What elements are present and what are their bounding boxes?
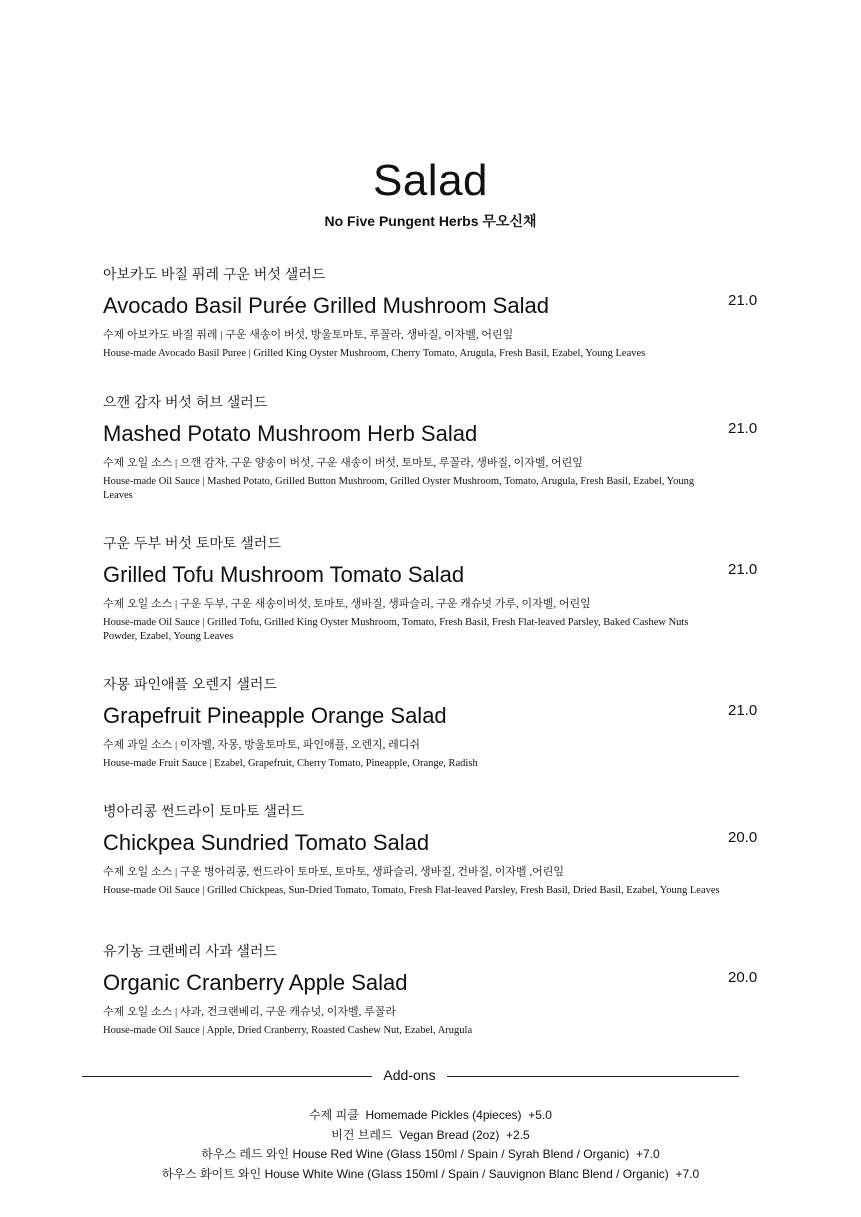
menu-item <box>103 265 763 361</box>
item-desc-en: House-made Oil Sauce | Mashed Potato, Grilled Button Mushroom, Grilled Oyster Mushroom, Tomato, Arugula, Fresh Basil, Ezabel, Young Leaves <box>103 476 695 501</box>
item-name-ko: 으깬 감자 버섯 허브 샐러드 <box>103 394 268 410</box>
menu-item <box>103 534 763 644</box>
addon-price: +5.0 <box>528 1108 552 1122</box>
item-price: 21.0 <box>728 420 758 437</box>
divider <box>447 1076 739 1077</box>
addon-name: House White Wine <box>264 1166 364 1181</box>
item-name-ko: 유기농 크랜베리 사과 샐러드 <box>103 943 277 959</box>
item-name-en: Avocado Basil Purée Grilled Mushroom Salad <box>103 293 549 318</box>
menu-item <box>103 942 763 1038</box>
menu-item <box>103 802 763 898</box>
addon-name-ko: 비건 브레드 <box>331 1127 393 1142</box>
item-name-ko: 구운 두부 버섯 토마토 샐러드 <box>103 535 281 551</box>
addon-detail: (Glass 150ml / Spain / Syrah Blend / Organic) <box>386 1147 630 1161</box>
addon-detail: (Glass 150ml / Spain / Sauvignon Blanc Blend / Organic) <box>367 1166 669 1181</box>
menu-item <box>103 675 763 771</box>
addon-item <box>0 1126 861 1146</box>
item-desc-ko: 수제 오일 소스 | 사과, 건크랜베리, 구운 캐슈넛, 이자벨, 루꼴라 <box>103 1006 396 1018</box>
item-name-en: Chickpea Sundried Tomato Salad <box>103 830 430 855</box>
item-name-ko: 병아리콩 썬드라이 토마토 샐러드 <box>103 803 305 819</box>
addon-name: Homemade Pickles <box>365 1108 469 1122</box>
item-price: 21.0 <box>728 292 758 309</box>
item-price: 21.0 <box>728 702 758 719</box>
item-name-ko: 자몽 파인애플 오렌지 샐러드 <box>103 676 277 692</box>
item-desc-ko: 수제 오일 소스 | 으깬 감자, 구운 양송이 버섯, 구운 새송이 버섯, 토마토, 루꼴라, 생바질, 이자벨, 어린잎 <box>103 457 583 469</box>
addon-name: Vegan Bread <box>399 1127 469 1142</box>
item-desc-en: House-made Fruit Sauce | Ezabel, Grapefruit, Cherry Tomato, Pineapple, Orange, Radish <box>103 758 478 769</box>
addon-item <box>0 1106 861 1126</box>
page-subtitle: No Five Pungent Herbs 무오신채 <box>324 213 537 229</box>
item-desc-ko: 수제 아보카도 바질 퓌레 | 구운 새송이 버섯, 방울토마토, 루꼴라, 생바질, 이자벨, 어린잎 <box>103 329 514 341</box>
item-name-ko: 아보카도 바질 퓌레 구운 버섯 샐러드 <box>103 266 326 282</box>
addon-item <box>0 1165 861 1185</box>
menu-item <box>103 393 763 503</box>
addon-detail: (4pieces) <box>472 1108 522 1122</box>
addon-name-ko: 하우스 화이트 와인 <box>161 1166 262 1181</box>
addon-price: +7.0 <box>635 1147 660 1161</box>
item-name-en: Mashed Potato Mushroom Herb Salad <box>103 421 478 446</box>
addons-heading: Add-ons <box>383 1067 436 1083</box>
item-price: 21.0 <box>728 561 758 578</box>
addon-name: House Red Wine <box>292 1147 384 1161</box>
item-desc-ko: 수제 오일 소스 | 구운 두부, 구운 새송이버섯, 토마토, 생바질, 생파슬리, 구운 캐슈넛 가루, 이자벨, 어린잎 <box>103 598 591 610</box>
item-name-en: Organic Cranberry Apple Salad <box>103 970 408 995</box>
addons-list <box>0 1106 861 1184</box>
item-desc-en: House-made Oil Sauce | Grilled Tofu, Grilled King Oyster Mushroom, Tomato, Fresh Basil, Fresh Flat-leaved Parsley, Baked Cashew Nuts Powder, Ezabel, Young Leaves <box>103 617 689 642</box>
addon-name-ko: 하우스 레드 와인 <box>201 1147 290 1161</box>
item-price: 20.0 <box>728 829 758 846</box>
item-name-en: Grilled Tofu Mushroom Tomato Salad <box>103 562 465 587</box>
addon-price: +2.5 <box>506 1127 530 1142</box>
item-desc-en: House-made Oil Sauce | Apple, Dried Cranberry, Roasted Cashew Nut, Ezabel, Arugula <box>103 1025 473 1036</box>
item-price: 20.0 <box>728 969 758 986</box>
addons-header <box>82 1066 739 1086</box>
item-desc-ko: 수제 오일 소스 | 구운 병아리콩, 썬드라이 토마토, 토마토, 생파슬리, 생바질, 건바질, 이자벨 ,어린잎 <box>103 866 564 878</box>
item-desc-en: House-made Avocado Basil Puree | Grilled King Oyster Mushroom, Cherry Tomato, Arugula, Fresh Basil, Ezabel, Young Leaves <box>103 348 646 359</box>
item-name-en: Grapefruit Pineapple Orange Salad <box>103 703 447 728</box>
addon-detail: (2oz) <box>472 1127 500 1142</box>
addon-name-ko: 수제 피클 <box>309 1108 359 1122</box>
addon-price: +7.0 <box>675 1166 700 1181</box>
item-desc-en: House-made Oil Sauce | Grilled Chickpeas, Sun-Dried Tomato, Tomato, Fresh Flat-leaved Parsley, Fresh Basil, Dried Basil, Ezabel, Young Leaves <box>103 885 720 896</box>
divider <box>82 1076 372 1077</box>
addon-item <box>0 1145 861 1165</box>
page-title: Salad <box>372 156 489 205</box>
item-desc-ko: 수제 과일 소스 | 이자벨, 자몽, 방울토마토, 파인애플, 오렌지, 레디쉬 <box>103 739 420 751</box>
